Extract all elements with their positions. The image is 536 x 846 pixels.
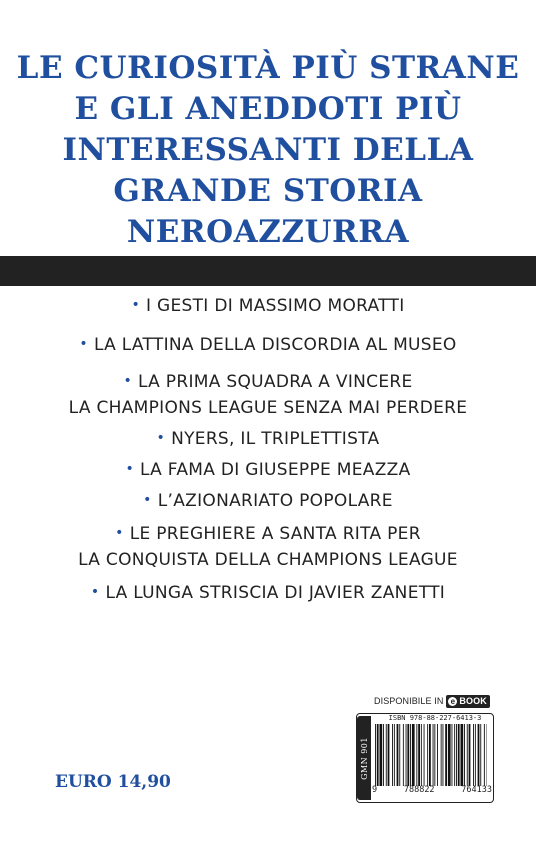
bullet-text-line-2: LA CONQUISTA DELLA CHAMPIONS LEAGUE — [78, 550, 458, 570]
headline-line-4: GRANDE STORIA — [113, 173, 423, 209]
bullet-dot: • — [115, 525, 124, 541]
bullet-dot: • — [156, 430, 166, 446]
barcode-bar — [445, 724, 447, 786]
barcode-bar — [421, 724, 422, 786]
barcode-bar — [461, 724, 464, 786]
bullet-text: NYERS, IL TRIPLETTISTA — [171, 429, 380, 449]
barcode-bar — [433, 724, 434, 786]
barcode-bar — [380, 724, 383, 786]
divider-band — [0, 256, 536, 286]
barcode-bar — [397, 724, 399, 786]
bullet-text: LA LUNGA STRISCIA DI JAVIER ZANETTI — [105, 583, 446, 603]
headline-line-3: INTERESSANTI DELLA — [62, 132, 474, 168]
bullet-item-6 — [0, 489, 536, 515]
barcode-bar — [416, 724, 417, 786]
ebook-label: DISPONIBILE IN — [374, 696, 444, 706]
bullet-item-3 — [0, 370, 536, 421]
bullet-text: LE PREGHIERE A SANTA RITA PER — [129, 524, 421, 544]
barcode-bar — [467, 724, 468, 786]
barcode-bar — [399, 724, 400, 786]
bullet-text-line-2: LA CHAMPIONS LEAGUE SENZA MAI PERDERE — [68, 398, 468, 418]
barcode-bar — [407, 724, 409, 786]
bullet-item-7 — [0, 522, 536, 573]
bullet-item-5 — [0, 458, 536, 484]
barcode-bar — [429, 724, 431, 786]
bullet-text: I GESTI DI MASSIMO MORATTI — [146, 296, 405, 316]
barcode-bar — [484, 724, 485, 786]
bullet-text: LA LATTINA DELLA DISCORDIA AL MUSEO — [93, 335, 457, 355]
bullet-item-4 — [0, 427, 536, 453]
bullet-dot: • — [90, 584, 100, 600]
bullet-text: LA FAMA DI GIUSEPPE MEAZZA — [140, 460, 411, 480]
bullet-dot: • — [79, 336, 88, 352]
bullet-text: L’AZIONARIATO POPOLARE — [157, 491, 393, 511]
barcode-bar — [458, 724, 460, 786]
barcode-bar — [434, 724, 435, 786]
barcode-bar — [424, 724, 425, 786]
ebook-badge-text: BOOK — [459, 696, 487, 706]
ebook-e-icon: e — [448, 697, 457, 706]
barcode-bar — [418, 724, 420, 786]
barcode-bar — [473, 724, 474, 786]
isbn-digit-prefix: 9 — [372, 785, 378, 795]
barcode-bar — [448, 724, 451, 786]
barcode-bar — [441, 724, 442, 786]
barcode-bar — [377, 724, 379, 786]
headline-line-5: NEROAZZURRA — [126, 214, 410, 250]
barcode-bar — [410, 724, 411, 786]
bullet-item-2 — [0, 333, 536, 359]
barcode-bar — [412, 724, 415, 786]
barcode-bar — [454, 724, 455, 786]
barcode-bar — [452, 724, 453, 786]
isbn-digit-group-2: 764133 — [461, 785, 492, 795]
barcode-bar — [475, 724, 476, 786]
bullet-dot: • — [123, 373, 133, 389]
barcode-bar — [478, 724, 480, 786]
series-code-tab — [357, 716, 371, 800]
headline-line-1: LE CURIOSITÀ PIÙ STRANE — [16, 50, 520, 86]
barcode-icon — [375, 724, 487, 786]
barcode-bar — [386, 724, 387, 786]
barcode-bar — [443, 724, 444, 786]
barcode-bar — [388, 724, 390, 786]
headline — [0, 48, 536, 253]
barcode-bar — [406, 724, 407, 786]
barcode-bar — [375, 724, 376, 786]
ebook-badge — [446, 695, 489, 708]
barcode-bar — [480, 724, 481, 786]
bullet-text: LA PRIMA SQUADRA A VINCERE — [138, 372, 413, 392]
series-code: GMN 901 — [359, 736, 369, 780]
barcode-bar — [392, 724, 393, 786]
barcode-bar — [403, 724, 404, 786]
bullet-dot: • — [131, 297, 140, 313]
bullet-dot: • — [143, 492, 152, 508]
isbn-digit-group-1: 788822 — [403, 785, 435, 795]
isbn-text: ISBN 978-88-227-6413-3 — [388, 714, 482, 722]
bullet-item-1 — [0, 294, 536, 320]
ebook-availability — [374, 693, 490, 709]
bullet-dot: • — [125, 461, 135, 477]
barcode-bar — [383, 724, 384, 786]
barcode-bar — [464, 724, 465, 786]
barcode-bar — [437, 724, 438, 786]
price-label: EURO 14,90 — [55, 772, 171, 792]
bullet-item-8 — [0, 581, 536, 607]
barcode-bar — [427, 724, 428, 786]
isbn-digits — [372, 785, 492, 795]
headline-line-2: E GLI ANEDDOTI PIÙ — [74, 91, 462, 127]
barcode-bar — [394, 724, 395, 786]
barcode-bar — [456, 724, 457, 786]
barcode-bar — [469, 724, 471, 786]
